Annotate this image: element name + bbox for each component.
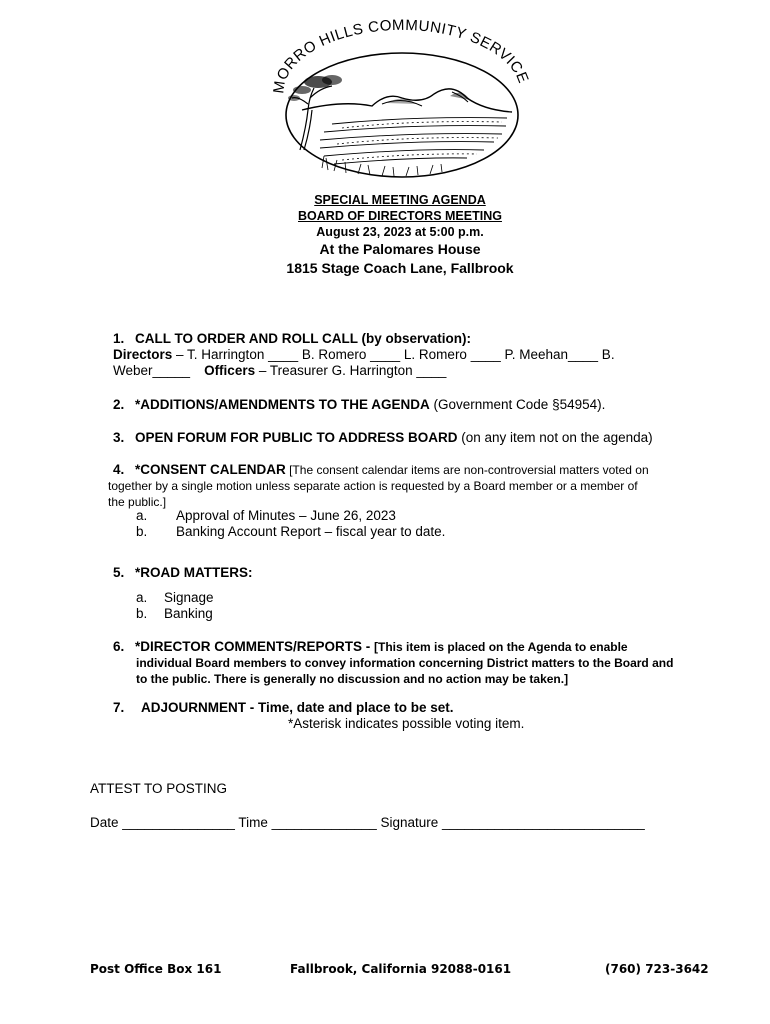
item-text: (on any item not on the agenda) [457, 430, 653, 445]
agenda-item-6 [113, 639, 713, 687]
item-text-line2: together by a single motion unless separate action is requested by a Board member or a member of [108, 479, 638, 493]
item-number: 6. [113, 639, 125, 654]
meeting-address: 1815 Stage Coach Lane, Fallbrook [286, 260, 514, 276]
agenda-item-5 [113, 565, 713, 581]
landscape-logo-icon [262, 18, 542, 183]
item-title: ADJOURNMENT - Time, date and place to be set. [141, 700, 454, 715]
footer-phone: (760) 723-3642 [605, 962, 709, 976]
item-title: OPEN FORUM FOR PUBLIC TO ADDRESS BOARD [135, 430, 458, 445]
sub-text: Banking [164, 606, 213, 621]
meeting-date: August 23, 2023 at 5:00 p.m. [316, 225, 484, 239]
item-title: *ROAD MATTERS: [135, 565, 253, 580]
sub-letter: a. [136, 508, 148, 523]
agenda-item-1 [113, 331, 713, 379]
footer-address: Post Office Box 161 [90, 962, 222, 976]
agenda-item-7 [113, 700, 713, 716]
item-text: [This item is placed on the Agenda to enable [374, 640, 628, 654]
item-number: 2. [113, 397, 125, 412]
item-number: 7. [113, 700, 125, 715]
item-title: CALL TO ORDER AND ROLL CALL (by observation): [135, 331, 472, 346]
agenda-item-3 [113, 430, 713, 446]
item-text-line2: individual Board members to convey information concerning District matters to the Board and [136, 656, 674, 670]
attest-title: ATTEST TO POSTING [90, 781, 228, 796]
sub-letter: b. [136, 606, 148, 621]
consent-item-b [136, 524, 445, 540]
item-text-line3: to the public. There is generally no discussion and no action may be taken.] [136, 672, 569, 686]
item-number: 4. [113, 462, 125, 477]
item-number: 5. [113, 565, 125, 580]
footer-city: Fallbrook, California 92088-0161 [290, 962, 512, 976]
sub-text: Banking Account Report – fiscal year to date. [176, 524, 446, 539]
officers-label: Officers [204, 363, 256, 378]
agenda-title: SPECIAL MEETING AGENDA [314, 193, 486, 207]
item-number: 1. [113, 331, 125, 346]
district-logo [262, 18, 542, 183]
sub-text: Signage [164, 590, 214, 605]
meeting-header [0, 192, 770, 278]
attest-signature-line: Date _______________ Time ______________ Signature ___________________________ [90, 815, 645, 830]
agenda-item-2 [113, 397, 713, 413]
meeting-title: BOARD OF DIRECTORS MEETING [298, 209, 502, 223]
road-item-a [136, 590, 214, 606]
item-title: *CONSENT CALENDAR [135, 462, 286, 477]
item-number: 3. [113, 430, 125, 445]
officers-list: – Treasurer G. Harrington ____ [255, 363, 447, 378]
logo-arc-text: MORRO HILLS COMMUNITY SERVICE [270, 18, 532, 95]
sub-letter: b. [136, 524, 148, 539]
consent-item-a [136, 508, 396, 524]
road-item-b [136, 606, 213, 622]
item-text-line3: the public.] [108, 495, 167, 509]
directors-label: Directors [113, 347, 173, 362]
voting-note: *Asterisk indicates possible voting item. [288, 716, 525, 731]
item-text: (Government Code §54954). [429, 397, 606, 412]
directors-list: – T. Harrington ____ B. Romero ____ L. Romero ____ P. Meehan____ B. [172, 347, 615, 362]
item-text: [The consent calendar items are non-controversial matters voted on [285, 463, 649, 477]
item-title: *ADDITIONS/AMENDMENTS TO THE AGENDA [135, 397, 430, 412]
agenda-item-4 [108, 462, 713, 510]
sub-text: Approval of Minutes – June 26, 2023 [176, 508, 396, 523]
item-title: *DIRECTOR COMMENTS/REPORTS - [135, 639, 375, 654]
sub-letter: a. [136, 590, 148, 605]
directors-list-cont: Weber_____ [113, 363, 191, 378]
meeting-location: At the Palomares House [319, 241, 481, 257]
